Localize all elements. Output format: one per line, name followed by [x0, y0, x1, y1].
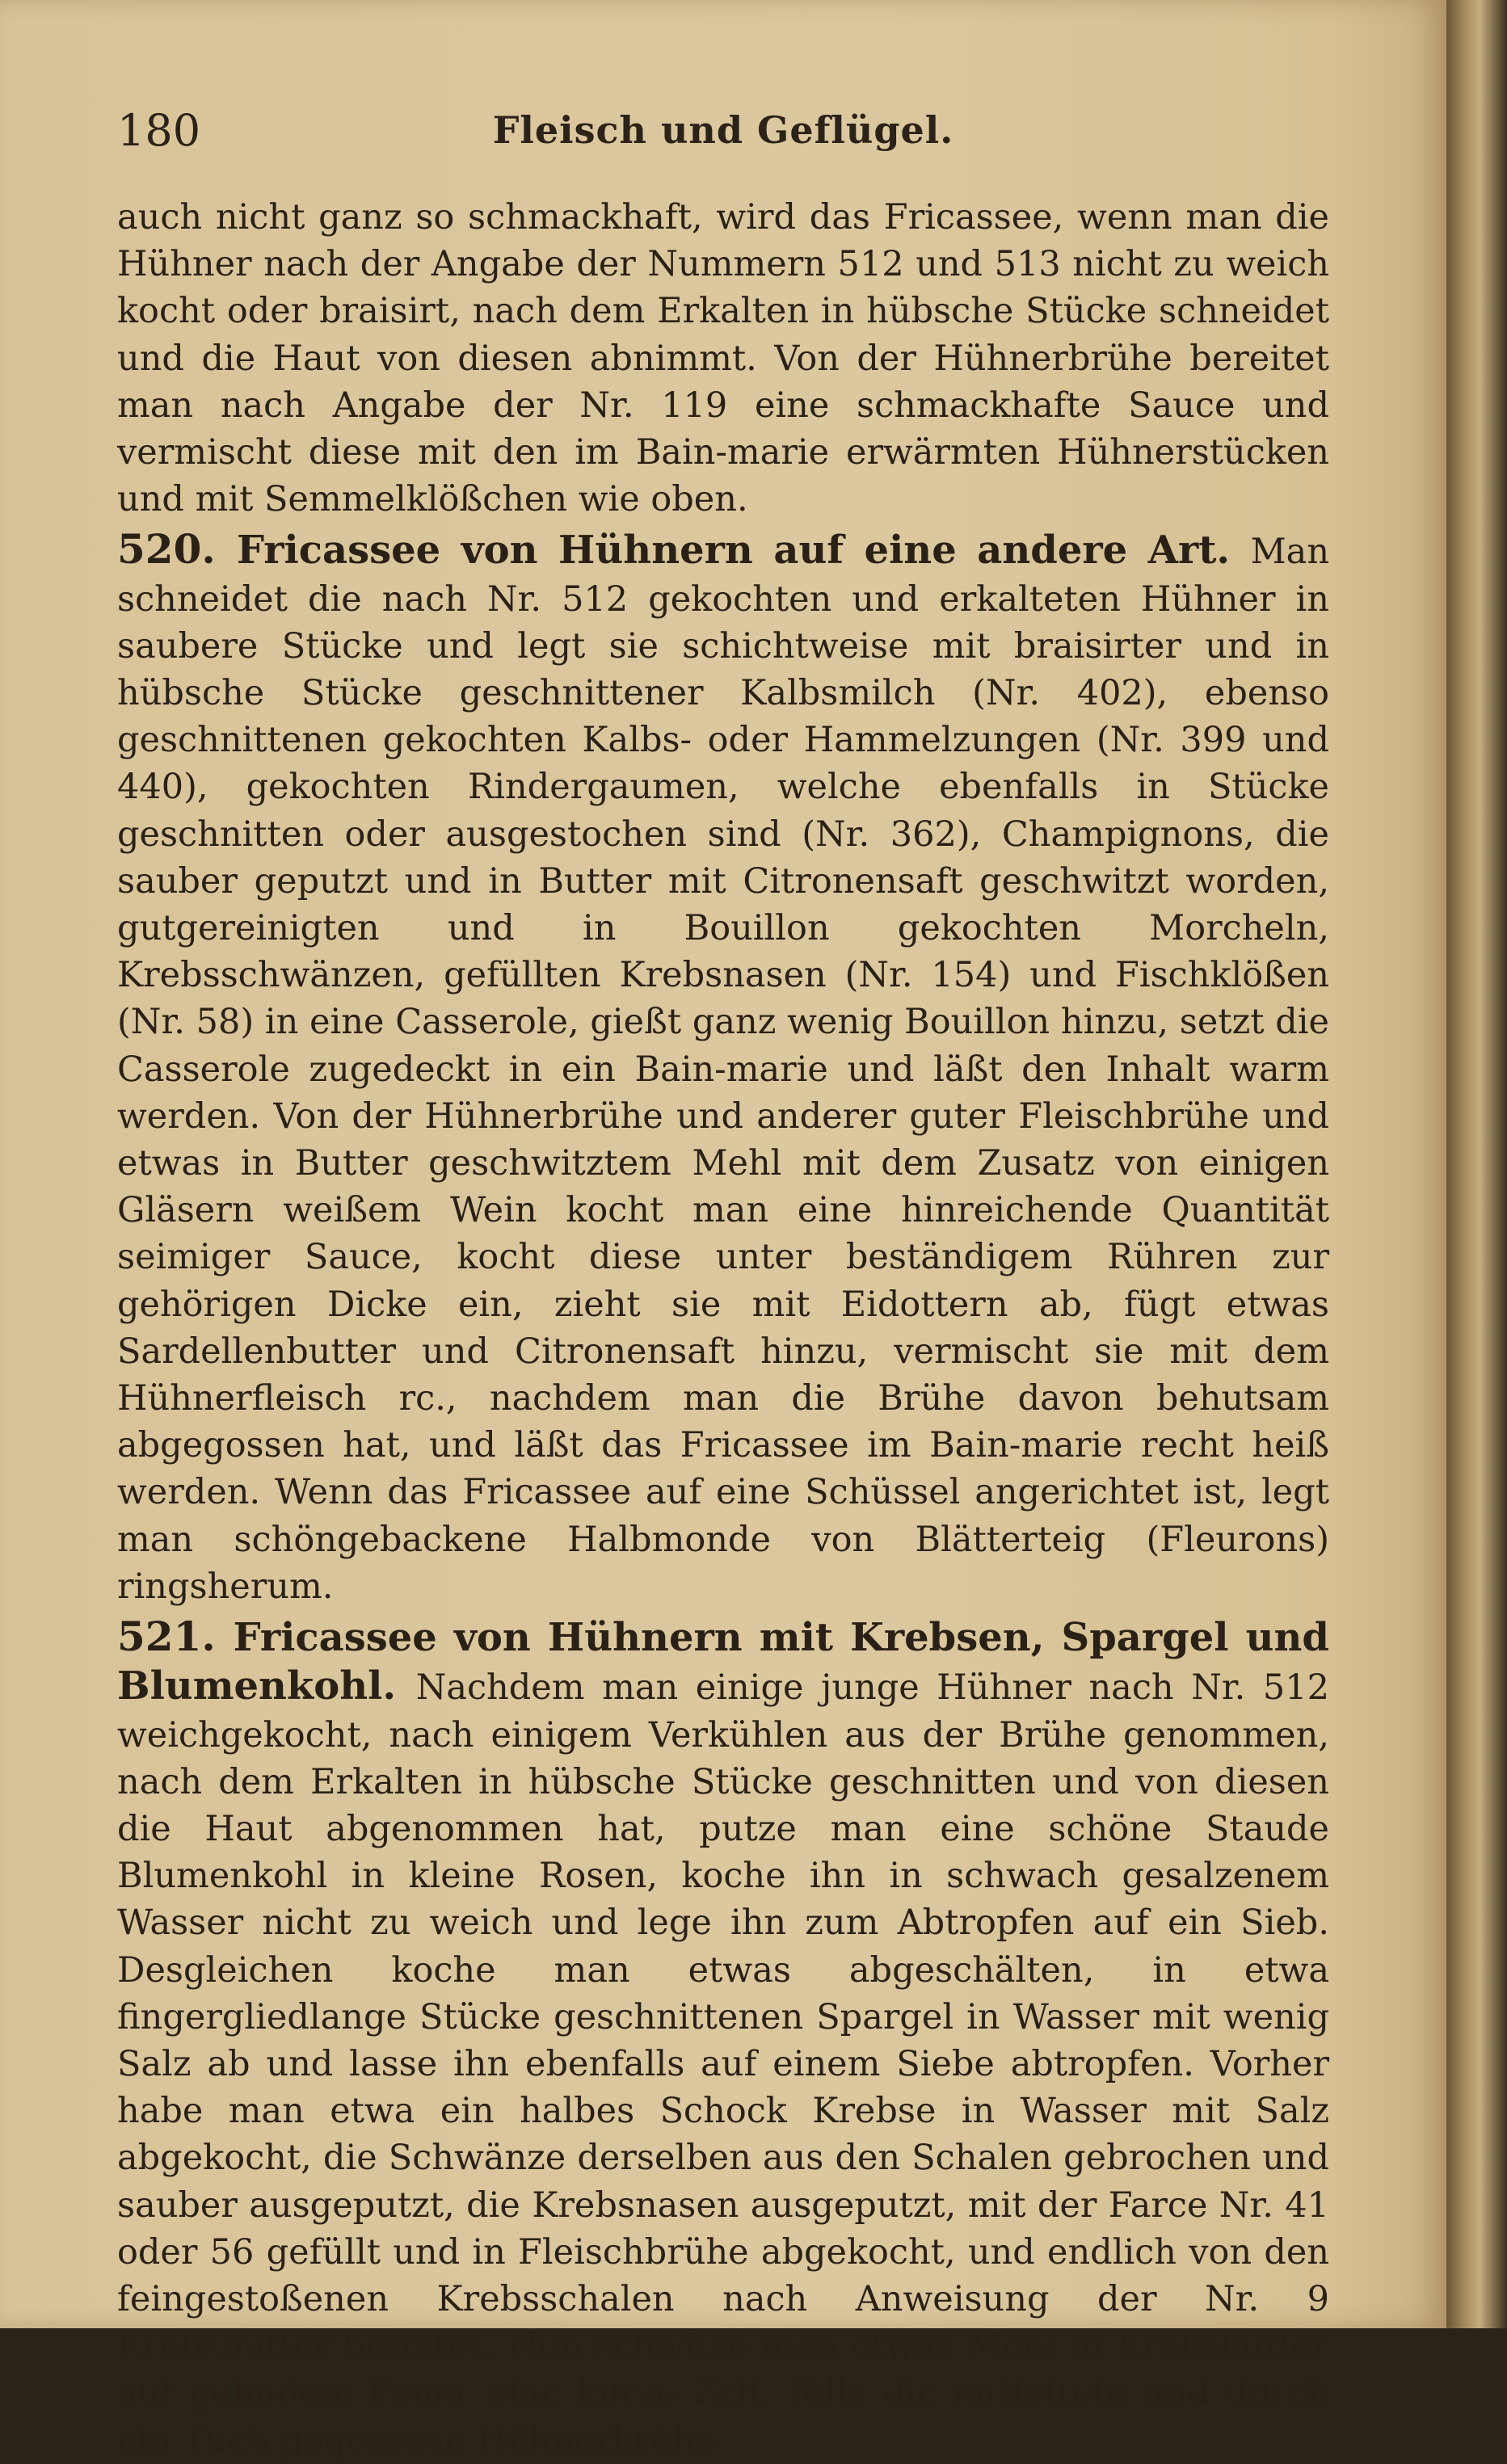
page-number: 180: [117, 105, 201, 156]
recipe-text: Man schneidet die nach Nr. 512 gekochten und erkalteten Hühner in saubere Stücke und legt sie schichtweise mit braisirter und in hübsche Stücke geschnittener Kalbsmilch (Nr. 402), ebenso geschnittenen gekochten Kalbs- oder Hammelzungen (Nr. 399 und 440), gekochten Rindergaumen, welche ebenfalls in Stücke geschnitten oder ausgestochen sind (Nr. 362), Champignons, die sauber geputzt und in Butter mit Citronensaft geschwitzt worden, gutgereinigten und in Bouillon gekochten Morcheln, Krebsschwänzen, gefüllten Krebsnasen (Nr. 154) und Fischklößen (Nr. 58) in eine Casserole, gießt ganz wenig Bouillon hinzu, setzt die Casserole zugedeckt in ein Bain-marie und läßt den Inhalt warm werden. Von der Hühnerbrühe und anderer guter Fleischbrühe und etwas in Butter geschwitztem Mehl mit dem Zusatz von einigen Gläsern weißem Wein kocht man eine hinreichende Quantität seimiger Sauce, kocht diese unter beständigem Rühren zur gehörigen Dicke ein, zieht sie mit Eidottern ab, fügt etwas Sardellenbutter und Citronensaft hinzu, vermischt sie mit dem Hühnerfleisch rc., nachdem man die Brühe davon behutsam abgegossen hat, und läßt das Fricassee im Bain-marie recht heiß werden. Wenn das Fricassee auf eine Schüssel angerichtet ist, legt man schöngebackene Halbmonde von Blätterteig (Fleurons) ringsherum.: [117, 532, 1330, 1607]
running-head: Fleisch und Geflügel.: [492, 108, 954, 152]
continuation-paragraph: auch nicht ganz so schmackhaft, wird das Fricassee, wenn man die Hühner nach der Angabe der Nummern 512 und 513 nicht zu weich kocht oder braisirt, nach dem Erkalten in hübsche Stücke schneidet und die Haut von diesen abnimmt. Von der Hühnerbrühe bereitet man nach Angabe der Nr. 119 eine schmackhafte Sauce und vermischt diese mit den im Bain-marie erwärmten Hühnerstücken und mit Semmelklößchen wie oben.: [117, 197, 1329, 520]
recipe-title: Fricassee von Hühnern auf eine andere Art.: [237, 528, 1251, 574]
book-page-edge: [1446, 0, 1507, 2328]
page-body: [117, 194, 1329, 2464]
recipe-title: Fricassee von Hühnern mit Krebsen, Spargel und Blumenkohl.: [117, 1615, 1329, 1709]
recipe-number: 521.: [117, 1613, 234, 1661]
recipe-520: [117, 526, 1329, 1610]
recipe-number: 520.: [117, 525, 237, 574]
page-header: [117, 105, 1329, 170]
recipe-521: [117, 1613, 1329, 2464]
recipe-text: Nachdem man einige junge Hühner nach Nr. 512 weichgekocht, nach einigem Verkühlen aus der Brühe genommen, nach dem Erkalten in hübsche Stücke geschnitten und von diesen die Haut abgenommen hat, putze man eine schöne Staude Blumenkohl in kleine Rosen, koche ihn in schwach gesalzenem Wasser nicht zu weich und lege ihn zum Abtropfen auf ein Sieb. Desgleichen koche man etwas abgeschälten, in etwa fingergliedlange Stücke geschnittenen Spargel in Wasser mit wenig Salz ab und lasse ihn ebenfalls auf einem Siebe abtropfen. Vorher habe man etwa ein halbes Schock Krebse in Wasser mit Salz abgekocht, die Schwänze derselben aus den Schalen gebrochen und sauber ausgeputzt, die Krebsnasen ausgeputzt, mit der Farce Nr. 41 oder 56 gefüllt und in Fleischbrühe abgekocht, und endlich von den feingestoßenen Krebsschalen nach Anweisung der Nr. 9 Krebsbutter bereitet. Nun schwitze man etwas Mehl in Krebsbutter auf gelindem Feuer eine kurze Zeit, fülle die entfettete und durch ein Tuch gegossene Hühnerbrühe: [117, 1667, 1329, 2461]
